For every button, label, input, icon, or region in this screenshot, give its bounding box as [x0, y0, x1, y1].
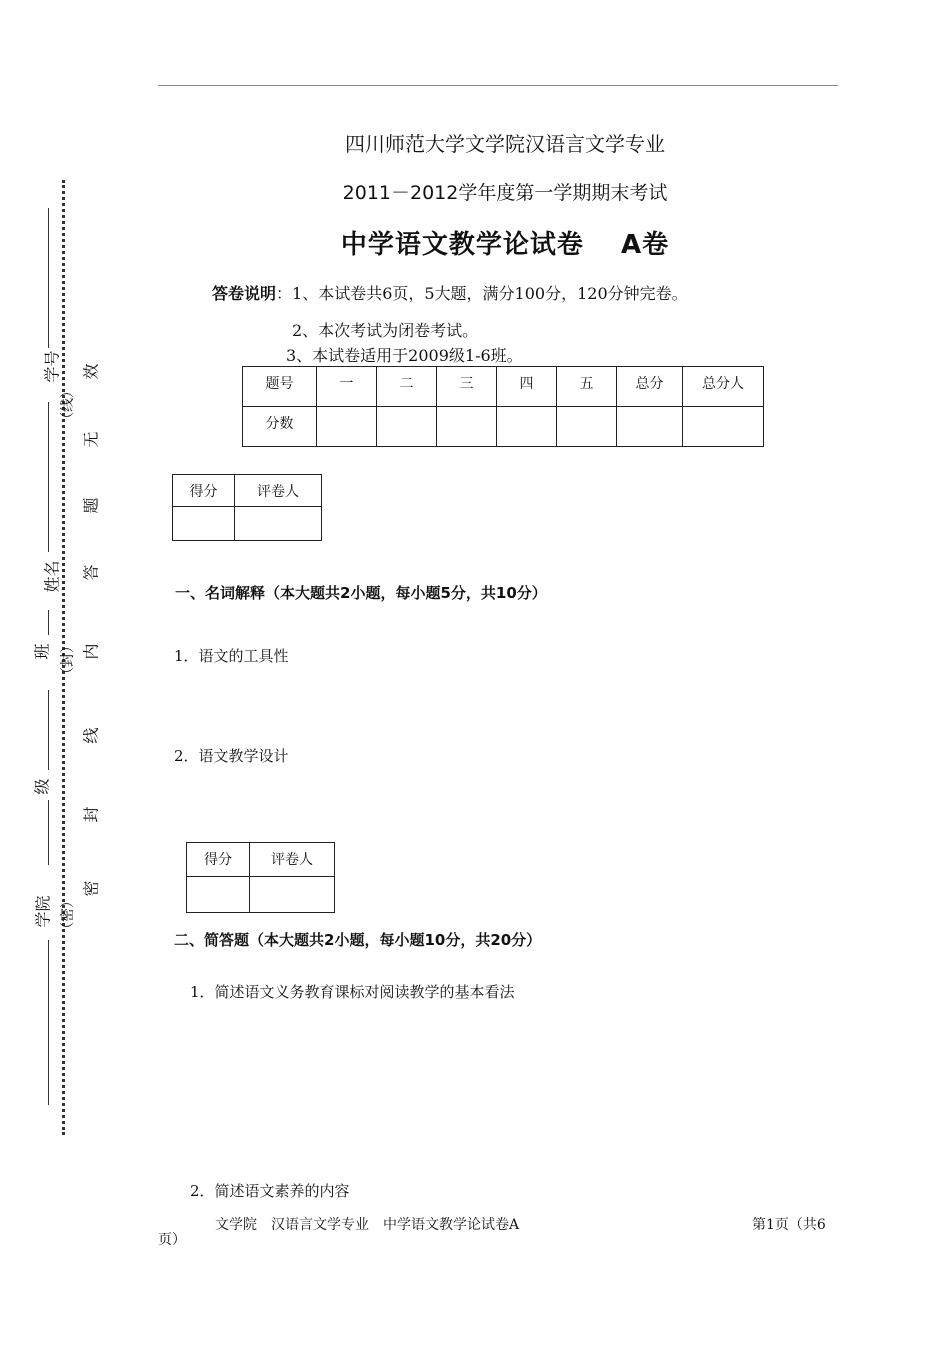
- class-line-b: [48, 690, 49, 770]
- field-student-id: 学号: [42, 350, 62, 383]
- grader-reviewer-cell[interactable]: [235, 507, 322, 541]
- grader-box-1: [172, 474, 322, 541]
- field-college: 学院: [33, 895, 53, 928]
- grader-reviewer-label: 评卷人: [250, 843, 335, 877]
- section-1-title: 一、名词解释（本大题共2小题，每小题5分，共10分）: [175, 584, 547, 602]
- section-1-question-1: 1．语文的工具性: [174, 647, 289, 665]
- class-line-a: [48, 610, 49, 635]
- notice-char-1: 效: [81, 363, 101, 380]
- exam-school-title: 四川师范大学文学院汉语言文学专业: [345, 132, 665, 156]
- grader-reviewer-label: 评卷人: [235, 475, 322, 507]
- instructions-label: 答卷说明: [212, 284, 277, 303]
- instructions-item-2: 2、本次考试为闭卷考试。: [292, 321, 479, 340]
- score-table: [242, 366, 764, 447]
- score-cell[interactable]: [377, 407, 437, 447]
- field-name: 姓名: [42, 560, 62, 593]
- college-line-a: [48, 800, 49, 865]
- footer-left: 文学院 汉语言文学专业 中学语文教学论试卷A: [215, 1217, 520, 1233]
- field-class: 班: [32, 643, 52, 660]
- score-cell[interactable]: [317, 407, 377, 447]
- grader-reviewer-cell[interactable]: [250, 877, 335, 913]
- section-2-title: 二、简答题（本大题共2小题，每小题10分，共20分）: [174, 931, 542, 949]
- score-cell[interactable]: [683, 407, 764, 447]
- section-2-question-1: 1．简述语文义务教育课标对阅读教学的基本看法: [190, 983, 515, 1001]
- instructions-line-1: [212, 281, 688, 304]
- mark-line: （线）: [60, 384, 76, 426]
- grader-score-label: 得分: [173, 475, 235, 507]
- instructions-item-3: 3、本试卷适用于2009级1-6班。: [286, 346, 523, 365]
- grader-score-cell[interactable]: [173, 507, 235, 541]
- exam-paper-title: 中学语文教学论试卷 A卷: [340, 230, 670, 260]
- notice-char-8: 密: [81, 880, 101, 897]
- field-grade: 级: [32, 778, 52, 795]
- notice-char-7: 封: [81, 806, 101, 823]
- grader-score-label: 得分: [187, 843, 250, 877]
- grader-box-2: [186, 842, 335, 913]
- section-1-question-2: 2．语文教学设计: [174, 747, 289, 765]
- score-header-5: 五: [557, 367, 617, 407]
- header-rule: [158, 85, 838, 86]
- score-cell[interactable]: [497, 407, 557, 447]
- name-line: [48, 402, 49, 552]
- instructions-item-1: ：1、本试卷共6页，5大题，满分100分，120分钟完卷。: [276, 284, 688, 303]
- mark-secret: （密）: [60, 894, 76, 936]
- score-header-4: 四: [497, 367, 557, 407]
- score-cell[interactable]: [617, 407, 683, 447]
- score-header-3: 三: [437, 367, 497, 407]
- section-2-question-2: 2．简述语文素养的内容: [190, 1182, 350, 1200]
- score-header-1: 一: [317, 367, 377, 407]
- notice-char-5: 内: [81, 643, 101, 660]
- score-header-totaler: 总分人: [683, 367, 764, 407]
- score-cell[interactable]: [437, 407, 497, 447]
- notice-char-3: 题: [81, 497, 101, 514]
- exam-term-title: 2011－2012学年度第一学期期末考试: [342, 182, 668, 204]
- notice-char-4: 答: [81, 564, 101, 581]
- college-line-b: [48, 940, 49, 1105]
- grader-score-cell[interactable]: [187, 877, 250, 913]
- score-header-total: 总分: [617, 367, 683, 407]
- footer-page-number: 第1页（共6: [752, 1217, 826, 1233]
- score-row-label: 分数: [243, 407, 317, 447]
- notice-char-2: 无: [81, 431, 101, 448]
- footer-page-wrap: 页）: [158, 1232, 186, 1248]
- notice-char-6: 线: [81, 727, 101, 744]
- mark-seal: （封）: [60, 639, 76, 681]
- score-cell[interactable]: [557, 407, 617, 447]
- score-header-2: 二: [377, 367, 437, 407]
- score-header-label: 题号: [243, 367, 317, 407]
